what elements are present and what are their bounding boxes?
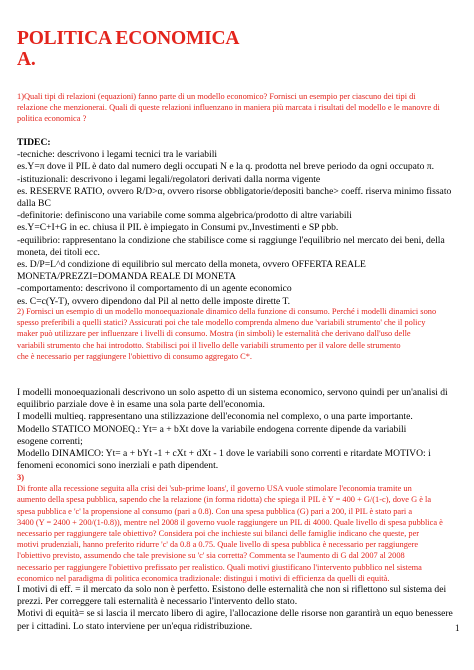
answer-line: Modello DINAMICO: Yt= a + bYt -1 + cXt + dXt - 1 dove le variabili sono correnti e ritardate MOTIVO: i xyxy=(17,448,431,460)
question-line: 1)Quali tipi di relazioni (equazioni) fanno parte di un modello economico? Fornisci un esempio per ciascuno dei tipi di xyxy=(17,92,416,101)
answer-line: es. RESERVE RATIO, ovvero R/D>α, ovvero risorse obbligatorie/depositi banche> coeff. riserva minimo fissato xyxy=(17,185,452,197)
question-line: Di fronte alla recessione seguita alla crisi dei 'sub-prime loans', il governo USA vuole stimolare l'economia tramite un xyxy=(17,484,412,494)
question-line: variabili strumento che hai introdotto. Stabilisci poi il livello delle variabili strumento per il valore delle strumento xyxy=(17,340,401,350)
question-line: necessario per raggiungere l'obiettivo prefissato per realistico. Quali motivi giustificano l'intervento pubblico nel sistema xyxy=(17,562,422,572)
answer-line: moneta, dei titoli ecc. xyxy=(17,246,100,258)
question-line: necessario per raggiungere tale obiettivo? Considera poi che inchieste sui bilanci delle famiglie indicano che queste, per xyxy=(17,529,420,539)
question-3 xyxy=(17,472,463,584)
answer-line: -tecniche: descrivono i legami tecnici tra le variabili xyxy=(17,149,218,161)
question-line: relazione che menzionerai. Quali di queste relazioni influenzano in maniera più marcata i risultati del modello e le manovre di xyxy=(17,103,440,113)
question-line: che è necessario per raggiungere l'obiettivo di consumo aggregato C*. xyxy=(17,351,252,361)
question-line: aumento della spesa pubblica, sapendo che la relazione (in forma ridotta) che spiega il PIL è Y = 400 + G/(1-c), dove G è la xyxy=(17,495,432,505)
answer-line: -equilibrio: rappresentano la condizione che stabilisce come si raggiunge l'equilibrio nel mercato dei beni, della xyxy=(17,234,445,246)
answer-line: I modelli monoequazionali descrivono un solo aspetto di un sistema economico, servono quindi per un'analisi di xyxy=(17,387,448,398)
question-number: 3) xyxy=(17,473,24,482)
answer-line: equilibrio parziale dove è in esame una sola parte dell'economia. xyxy=(17,399,265,411)
answer-line: I modelli multieq. rappresentano una stilizzazione dell'economia nel complexo, o una parte importante. xyxy=(17,411,413,423)
page-number: 1 xyxy=(455,623,460,633)
answer-line: -definitorie: definiscono una variabile come somma algebrica/prodotto di altre variabili xyxy=(17,210,352,222)
answer-line: es. D/P=L^d condizione di equilibrio sul mercato della moneta, ovvero OFFERTA REALE xyxy=(17,259,366,271)
answer-line: per i cittadini. Lo stato interviene per un'equa ridistribuzione. xyxy=(17,620,253,632)
question-line: motivi prudenziali, hanno preferito ridurre 'c' da 0.8 a 0.75. Quale livello di spesa pubblica è necessario per raggiungere xyxy=(17,540,419,550)
answer-line: MONETA/PREZZI=DOMANDA REALE DI MONETA xyxy=(17,271,236,283)
question-1 xyxy=(17,91,463,125)
question-line: maker può utilizzare per influenzare i livelli di consumo. Mostra (in simboli) le esternalità che derivano dall'uso delle xyxy=(17,329,411,339)
question-line: economico nel paradigma di politica economica tradizionale: distingui i motivi di efficienza da quelli di equità. xyxy=(17,573,390,583)
answer-line: -istituzionali: descrivono i legami legali/regolatori derivati dalla norma vigente xyxy=(17,173,321,185)
answer-line: dalla BC xyxy=(17,198,51,210)
question-2 xyxy=(17,306,463,362)
title-line-1: POLITICA ECONOMICA xyxy=(17,28,240,49)
question-line: 3400 (Y = 2400 + 200/(1-0.8)), mentre nel 2008 il governo vuole raggiungere un PIL di 4000. Quale livello di spesa pubblica è xyxy=(17,517,443,527)
title-line-2: A. xyxy=(17,49,36,70)
question-line: spesa pubblica e 'c' la propensione al consumo (pari a 0.8). Con una spesa pubblica (G) pari a 200, il PIL è stato pari a xyxy=(17,506,413,516)
answer-line: Modello STATICO MONOEQ.: Yt= a + bXt dove la variabile endogena corrente dipende da variabili xyxy=(17,423,407,435)
answer-3 xyxy=(17,584,463,633)
question-line: 2) Fornisci un esempio di un modello monoequazionale dinamico della funzione di consumo. Perché i modelli dinamici sono xyxy=(17,307,437,316)
answer-line: es. C=c(Y-T), ovvero dipendono dal Pil al netto delle imposte dirette T. xyxy=(17,295,291,307)
answer-1 xyxy=(17,137,463,308)
answer-line: -comportamento: descrivono il comportamento di un agente economico xyxy=(17,283,292,295)
answer-line: prezzi. Per correggere tali esternalità è necessario l'intervento dello stato. xyxy=(17,596,298,608)
tidec-heading: TIDEC: xyxy=(17,137,51,148)
question-line: spesso preferibili a quelli statici? Assicurati poi che tale modello comprenda almeno due 'variabili strumento' che il policy xyxy=(17,318,426,328)
answer-line: es.Y=π dove il PIL è dato dal numero degli occupati N e la q. prodotta nel breve periodo da ogni occupato π. xyxy=(17,161,435,173)
answer-line: es.Y=C+I+G in ec. chiusa il PIL è impiegato in Consumi pv.,Investimenti e SP pbb. xyxy=(17,222,339,234)
answer-line: Motivi di equità= se si lascia il mercato libero di agire, l'allocazione delle risorse non garantirà un equo benessere xyxy=(17,608,453,620)
answer-line: esogene correnti; xyxy=(17,435,83,447)
answer-line: fenomeni economici sono inerziali e path dipendent. xyxy=(17,460,219,472)
page-title xyxy=(17,28,239,70)
question-line: l'obiettivo previsto, assumendo che tale previsione su 'c' sia corretta? Commenta se l'aumento di G dal 2007 al 2008 xyxy=(17,551,405,561)
answer-line: I motivi di eff. = il mercato da solo non è perfetto. Esistono delle esternalità che non si riflettono sul sistema dei xyxy=(17,584,447,595)
answer-2 xyxy=(17,387,463,472)
question-line: politica economica ? xyxy=(17,114,87,124)
